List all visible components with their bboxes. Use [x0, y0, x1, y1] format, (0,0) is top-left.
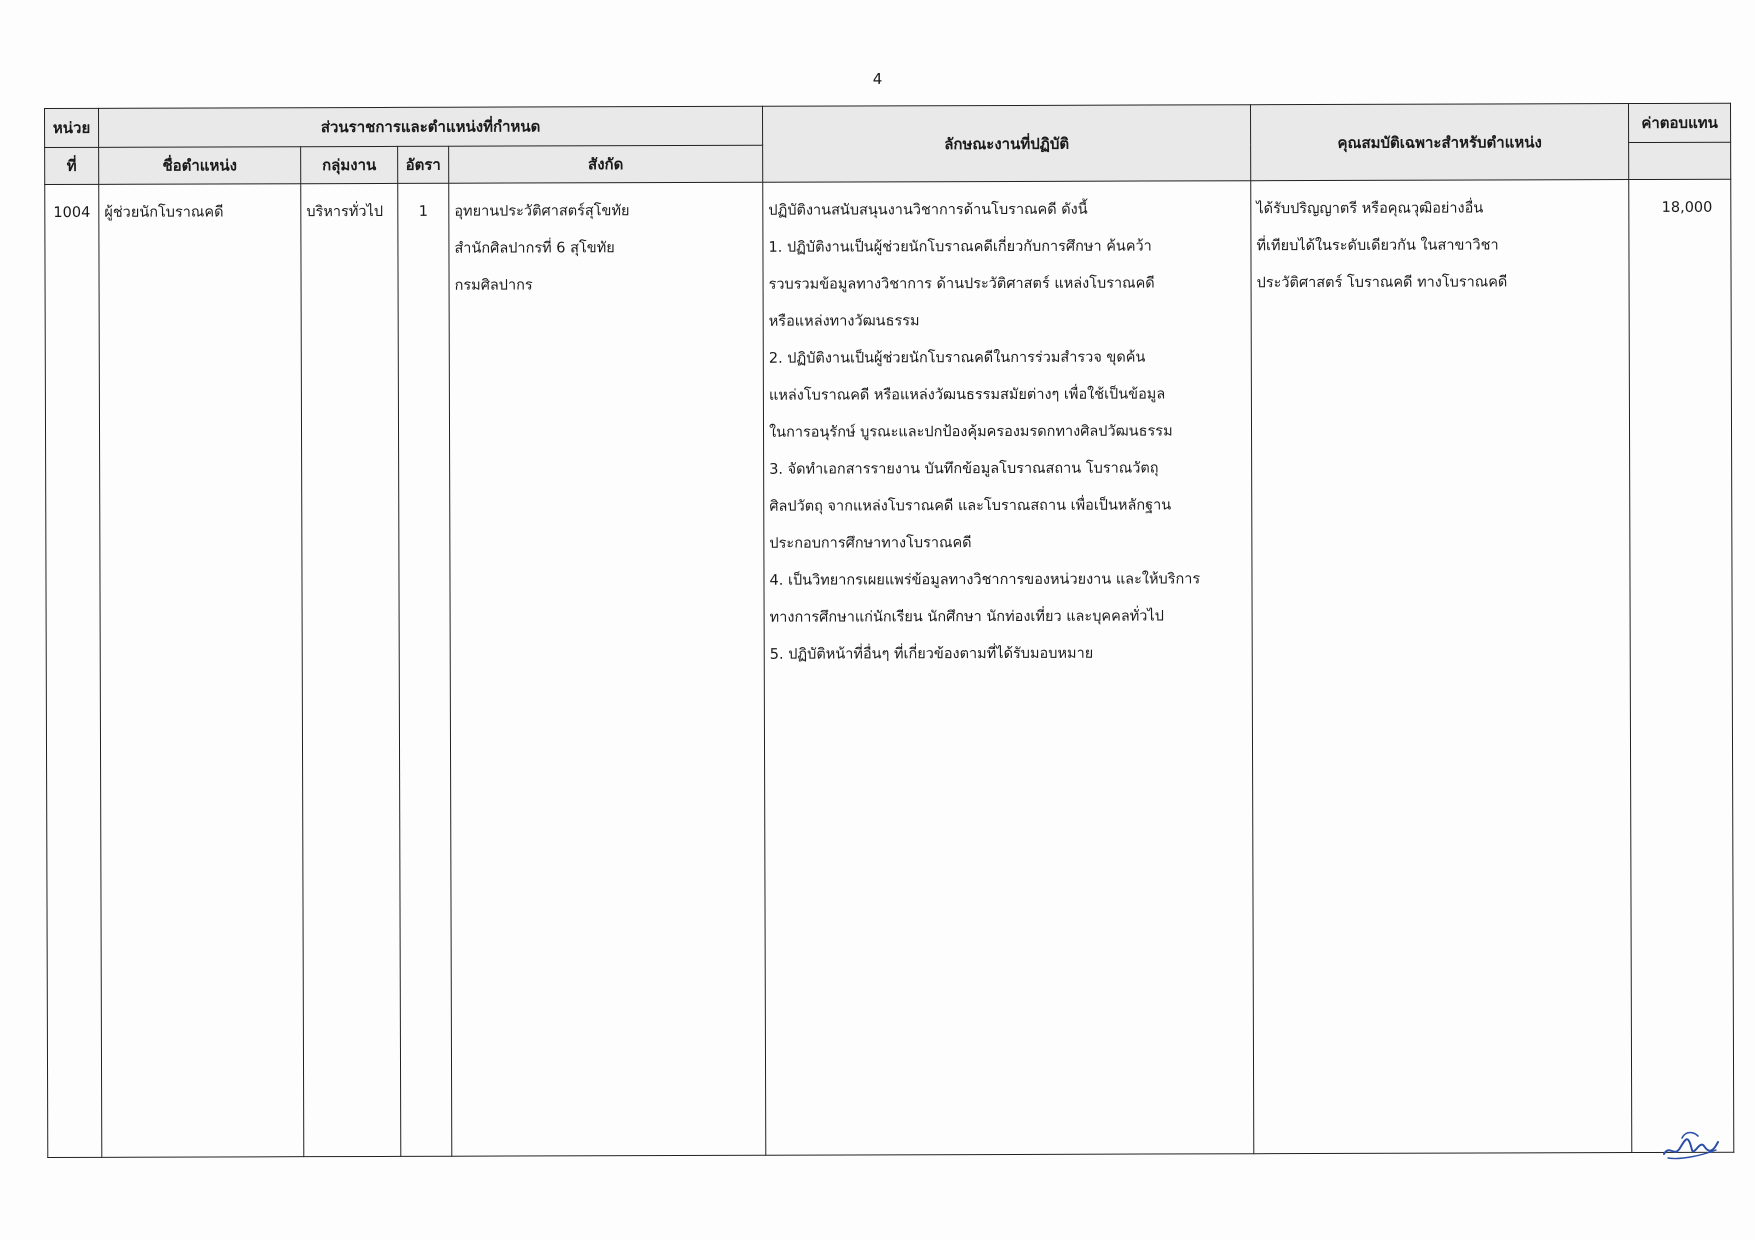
job-description-line: แหล่งโบราณคดี หรือแหล่งวัฒนธรรมสมัยต่างๆ เพื่อใช้เป็นข้อมูล: [768, 386, 1166, 404]
compensation-cell: 18,000: [1629, 179, 1734, 1152]
header-compensation-empty: [1629, 142, 1731, 179]
header-unit-no-bottom: ที่: [45, 147, 99, 184]
job-description-line: ประกอบการศึกษาทางโบราณคดี: [769, 535, 972, 552]
job-description-line: ทางการศึกษาแก่นักเรียน นักศึกษา นักท่องเที่ยว และบุคคลทั่วไป: [769, 608, 1164, 626]
header-affiliation: สังกัด: [449, 145, 763, 183]
page-number: 4: [872, 70, 883, 88]
header-government-agency-group: ส่วนราชการและตำแหน่งที่กำหนด: [99, 106, 763, 147]
header-compensation: ค่าตอบแทน: [1629, 103, 1731, 142]
header-unit-no-top: หน่วย: [45, 108, 99, 147]
position-table-container: [44, 103, 1733, 1158]
handwritten-signature: [1660, 1120, 1722, 1162]
qualification-line: ประวัติศาสตร์ โบราณคดี ทางโบราณคดี: [1256, 274, 1508, 292]
qualification-line: ที่เทียบได้ในระดับเดียวกัน ในสาขาวิชา: [1256, 237, 1499, 255]
job-description-cell: [763, 181, 1254, 1156]
unit-no-cell: 1004: [45, 184, 102, 1157]
job-description-line: ศิลปวัตถุ จากแหล่งโบราณคดี และโบราณสถาน เพื่อเป็นหลักฐาน: [769, 497, 1172, 515]
header-qualifications: คุณสมบัติเฉพาะสำหรับตำแหน่ง: [1251, 104, 1629, 181]
table-row: [45, 179, 1734, 1157]
position-name-cell: ผู้ช่วยนักโบราณคดี: [99, 184, 304, 1158]
header-job-description: ลักษณะงานที่ปฏิบัติ: [763, 105, 1251, 183]
header-rate: อัตรา: [398, 146, 449, 183]
job-description-line: 3. จัดทำเอกสารรายงาน บันทึกข้อมูลโบราณสถาน โบราณวัตถุ: [769, 460, 1159, 478]
job-description-line: ปฏิบัติงานสนับสนุนงานวิชาการด้านโบราณคดี ดังนี้: [768, 201, 1088, 219]
qualifications-cell: [1251, 180, 1632, 1154]
header-work-group: กลุ่มงาน: [301, 146, 398, 183]
job-description-line: ในการอนุรักษ์ บูรณะและปกป้องคุ้มครองมรดกทางศิลปวัฒนธรรม: [769, 423, 1173, 441]
job-description-line: 4. เป็นวิทยากรเผยแพร่ข้อมูลทางวิชาการของหน่วยงาน และให้บริการ: [769, 571, 1201, 589]
affiliation-line: กรมศิลปากร: [454, 277, 533, 294]
qualification-line: ได้รับปริญญาตรี หรือคุณวุฒิอย่างอื่น: [1256, 200, 1484, 218]
affiliation-line: สำนักศิลปากรที่ 6 สุโขทัย: [454, 240, 615, 257]
job-description-line: 5. ปฏิบัติหน้าที่อื่นๆ ที่เกี่ยวข้องตามที่ได้รับมอบหมาย: [769, 645, 1094, 663]
affiliation-line: อุทยานประวัติศาสตร์สุโขทัย: [454, 203, 630, 220]
job-description-line: 1. ปฏิบัติงานเป็นผู้ช่วยนักโบราณคดีเกี่ยวกับการศึกษา ค้นคว้า: [768, 238, 1152, 256]
job-description-line: 2. ปฏิบัติงานเป็นผู้ช่วยนักโบราณคดีในการร่วมสำรวจ ขุดค้น: [768, 349, 1146, 367]
job-description-line: รวบรวมข้อมูลทางวิชาการ ด้านประวัติศาสตร์ แหล่งโบราณคดี: [768, 275, 1155, 293]
work-group-cell: บริหารทั่วไป: [301, 183, 401, 1156]
header-position-name: ชื่อตำแหน่ง: [99, 147, 301, 185]
job-description-line: หรือแหล่งทางวัฒนธรรม: [768, 313, 920, 330]
rate-cell: 1: [398, 183, 452, 1156]
position-table: [44, 103, 1734, 1158]
affiliation-cell: [449, 182, 766, 1156]
